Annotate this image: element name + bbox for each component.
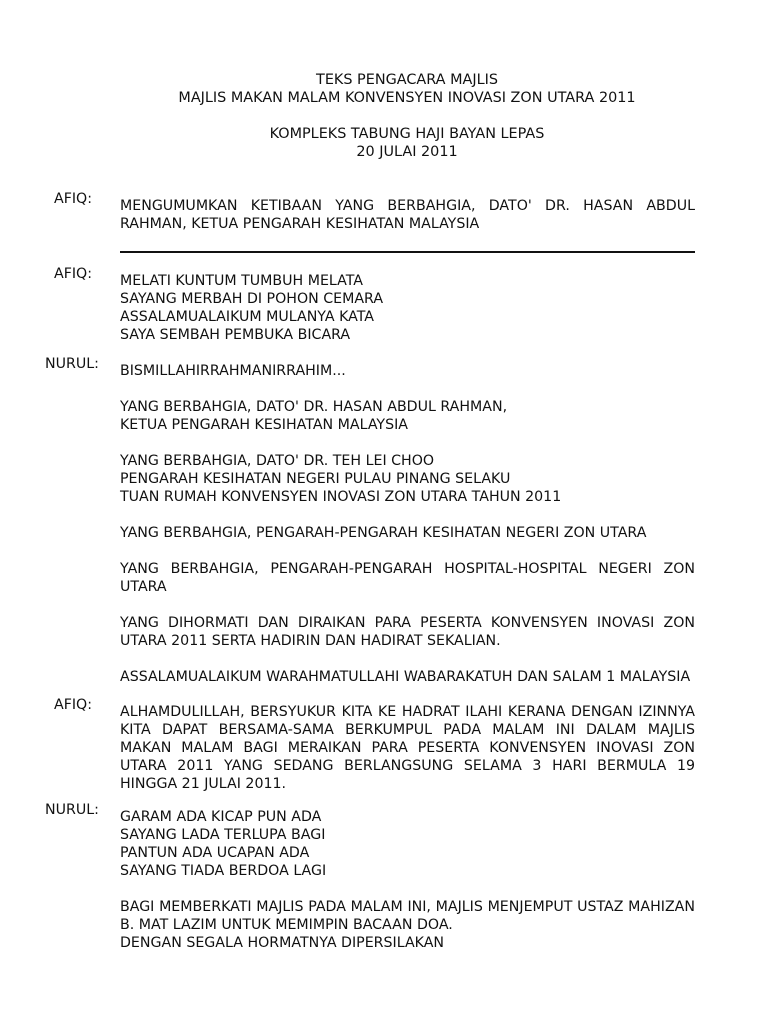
document-header	[0, 71, 768, 161]
script-paragraph: YANG DIHORMATI DAN DIRAIKAN PARA PESERTA KONVENSYEN INOVASI ZON UTARA 2011 SERTA HADIRIN DAN HADIRAT SEKALIAN.	[120, 615, 695, 649]
speaker-label: NURUL:	[45, 802, 99, 818]
script-paragraph: YANG BERBAHGIA, PENGARAH-PENGARAH HOSPITAL-HOSPITAL NEGERI ZON UTARA	[120, 561, 695, 595]
pantun-verse	[120, 808, 695, 880]
speaker-label: AFIQ:	[54, 266, 92, 282]
speaker-label: NURUL:	[45, 356, 99, 372]
verse-line: SAYANG TIADA BERDOA LAGI	[120, 863, 327, 879]
header-title: TEKS PENGACARA MAJLIS	[316, 72, 498, 88]
paragraph-line: TUAN RUMAH KONVENSYEN INOVASI ZON UTARA TAHUN 2011	[120, 489, 562, 505]
paragraph-line: PENGARAH KESIHATAN NEGERI PULAU PINANG SELAKU	[120, 471, 511, 487]
script-paragraph: BISMILLAHIRRAHMANIRRAHIM...	[120, 363, 346, 379]
script-entry	[0, 265, 695, 344]
script-paragraph: ALHAMDULILLAH, BERSYUKUR KITA KE HADRAT ILAHI KERANA DENGAN IZINNYA KITA DAPAT BERSAMA-SAMA BERKUMPUL PADA MALAM INI DALAM MAJLIS MAKAN MALAM BAGI MERAIKAN PARA PESERTA KONVENSYEN INOVASI ZON UTARA 2011 YANG SEDANG BERLANGSUNG SELAMA 3 HARI BERMULA 19 HINGGA 21 JULAI 2011.	[120, 704, 695, 792]
script-paragraph: MENGUMUMKAN KETIBAAN YANG BERBAHGIA, DATO' DR. HASAN ABDUL RAHMAN, KETUA PENGARAH KESIHATAN MALAYSIA	[120, 198, 695, 232]
verse-line: GARAM ADA KICAP PUN ADA	[120, 809, 322, 825]
paragraph-line: KETUA PENGARAH KESIHATAN MALAYSIA	[120, 417, 408, 433]
section-divider	[120, 251, 695, 253]
paragraph-line: YANG BERBAHGIA, DATO' DR. HASAN ABDUL RAHMAN,	[120, 399, 508, 415]
script-entry	[0, 355, 695, 686]
verse-line: PANTUN ADA UCAPAN ADA	[120, 845, 310, 861]
script-paragraph	[120, 452, 695, 506]
verse-line: SAYANG MERBAH DI POHON CEMARA	[120, 291, 384, 307]
verse-line: MELATI KUNTUM TUMBUH MELATA	[120, 273, 364, 289]
script-paragraph: ASSALAMUALAIKUM WARAHMATULLAHI WABARAKATUH DAN SALAM 1 MALAYSIA	[120, 669, 691, 685]
script-paragraph: YANG BERBAHGIA, PENGARAH-PENGARAH KESIHATAN NEGERI ZON UTARA	[120, 525, 647, 541]
pantun-verse	[120, 272, 695, 344]
script-entry	[0, 696, 695, 793]
verse-line: SAYANG LADA TERLUPA BAGI	[120, 827, 326, 843]
speaker-label: AFIQ:	[54, 697, 92, 713]
verse-line: ASSALAMUALAIKUM MULANYA KATA	[120, 309, 375, 325]
header-event-name: MAJLIS MAKAN MALAM KONVENSYEN INOVASI ZON UTARA 2011	[178, 90, 636, 106]
script-entry	[0, 801, 695, 952]
paragraph-line: YANG BERBAHGIA, DATO' DR. TEH LEI CHOO	[120, 453, 435, 469]
script-paragraph	[120, 398, 695, 434]
script-entry	[0, 190, 695, 253]
script-paragraph: BAGI MEMBERKATI MAJLIS PADA MALAM INI, MAJLIS MENJEMPUT USTAZ MAHIZAN B. MAT LAZIM UNTUK MEMIMPIN BACAAN DOA.	[120, 899, 695, 933]
header-date: 20 JULAI 2011	[356, 144, 458, 160]
script-body	[0, 190, 768, 952]
verse-line: SAYA SEMBAH PEMBUKA BICARA	[120, 327, 351, 343]
script-paragraph: DENGAN SEGALA HORMATNYA DIPERSILAKAN	[120, 935, 445, 951]
speaker-label: AFIQ:	[54, 191, 92, 207]
header-venue: KOMPLEKS TABUNG HAJI BAYAN LEPAS	[269, 126, 545, 142]
